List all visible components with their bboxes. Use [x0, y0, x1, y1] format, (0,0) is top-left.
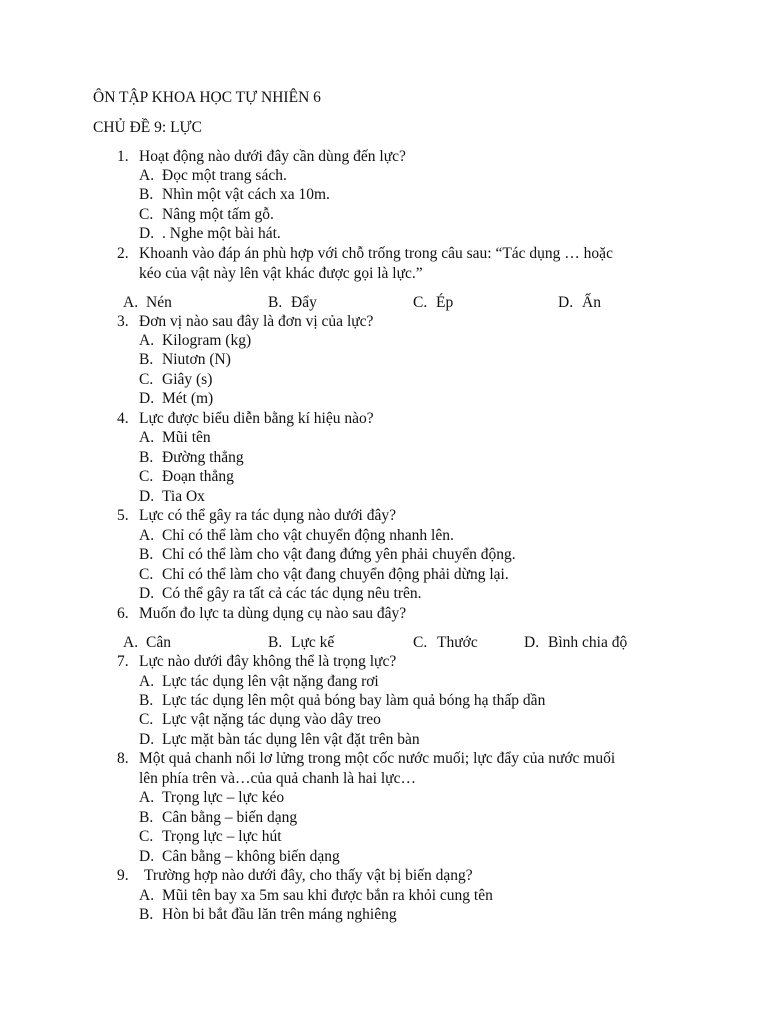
option-text: Thước: [437, 634, 478, 651]
option-label: D.: [139, 585, 155, 602]
question-text: Một quả chanh nổi lơ lửng trong một cốc nước muối; lực đẩy của nước muối: [139, 750, 616, 767]
question-text: Muốn đo lực ta dùng dụng cụ nào sau đây?: [139, 605, 407, 622]
option-text: Đường thẳng: [162, 449, 244, 466]
question-number: 7.: [117, 653, 129, 670]
option-label: A.: [139, 673, 155, 690]
option-text: Mũi tên bay xa 5m sau khi được bắn ra khỏi cung tên: [162, 887, 493, 904]
topic-heading: CHỦ ĐỀ 9: LỰC: [93, 119, 202, 136]
option-text: Lực vật nặng tác dụng vào dây treo: [162, 711, 381, 728]
option-text: Bình chia độ: [548, 634, 628, 651]
question-number: 3.: [117, 313, 129, 330]
option-text: . Nghe một bài hát.: [162, 225, 281, 242]
option-text: Chỉ có thể làm cho vật đang đứng yên phải chuyển động.: [162, 546, 516, 563]
option-label: C.: [139, 828, 154, 845]
option-text: Tia Ox: [162, 488, 205, 505]
option-label: D.: [524, 634, 540, 651]
option-label: C.: [139, 468, 154, 485]
option-label: D.: [558, 294, 574, 311]
option-text: Lực tác dụng lên vật nặng đang rơi: [162, 673, 379, 690]
question-text: Trường hợp nào dưới đây, cho thấy vật bị biến dạng?: [144, 867, 473, 884]
option-text: Có thể gây ra tất cả các tác dụng nêu trên.: [162, 585, 422, 602]
question-number: 5.: [117, 507, 129, 524]
option-text: Lực kế: [291, 634, 335, 651]
option-label: A.: [139, 789, 155, 806]
option-text: Ấn: [582, 294, 601, 311]
option-label: B.: [139, 449, 154, 466]
option-label: C.: [139, 566, 154, 583]
option-text: Đẩy: [291, 294, 317, 311]
question-text: Khoanh vào đáp án phù hợp với chỗ trống trong câu sau: “Tác dụng … hoặc: [139, 245, 613, 262]
option-label: A.: [139, 527, 155, 544]
option-label: C.: [139, 206, 154, 223]
option-text: Nhìn một vật cách xa 10m.: [162, 186, 330, 203]
question-number: 8.: [117, 750, 129, 767]
question-text: Đơn vị nào sau đây là đơn vị của lực?: [139, 313, 374, 330]
question-number: 9.: [117, 867, 129, 884]
option-text: Cân: [146, 634, 171, 651]
option-text: Cân bằng – không biến dạng: [162, 848, 340, 865]
option-label: D.: [139, 488, 155, 505]
question-number: 4.: [117, 410, 129, 427]
question-text-continued: lên phía trên và…của quả chanh là hai lực…: [139, 770, 416, 787]
document-title: ÔN TẬP KHOA HỌC TỰ NHIÊN 6: [93, 89, 321, 106]
option-label: C.: [413, 634, 428, 651]
option-text: Kilogram (kg): [162, 332, 252, 349]
option-text: Hòn bi bắt đầu lăn trên máng nghiêng: [162, 906, 397, 923]
option-text: Nén: [146, 294, 172, 311]
option-text: Trọng lực – lực kéo: [162, 789, 285, 806]
option-label: B.: [139, 186, 154, 203]
option-text: Mũi tên: [162, 429, 211, 446]
option-label: B.: [139, 692, 154, 709]
option-label: B.: [139, 906, 154, 923]
option-label: B.: [268, 634, 283, 651]
option-label: D.: [139, 731, 155, 748]
option-label: A.: [123, 634, 139, 651]
option-text: Giây (s): [162, 371, 213, 388]
option-label: A.: [139, 887, 155, 904]
option-label: C.: [413, 294, 428, 311]
option-text: Nâng một tấm gỗ.: [162, 206, 274, 223]
option-label: D.: [139, 848, 155, 865]
option-label: A.: [139, 332, 155, 349]
option-label: B.: [268, 294, 283, 311]
question-text: Lực nào dưới đây không thể là trọng lực?: [139, 653, 397, 670]
option-label: A.: [139, 429, 155, 446]
option-label: D.: [139, 225, 155, 242]
option-text: Chỉ có thể làm cho vật đang chuyển động phải dừng lại.: [162, 566, 509, 583]
option-text: Mét (m): [162, 390, 214, 407]
option-text: Lực tác dụng lên một quả bóng bay làm quả bóng hạ thấp dần: [162, 692, 546, 709]
question-text: Lực được biểu diễn bằng kí hiệu nào?: [139, 410, 374, 427]
question-number: 6.: [117, 605, 129, 622]
option-label: C.: [139, 371, 154, 388]
option-label: B.: [139, 351, 154, 368]
question-text: Lực có thể gây ra tác dụng nào dưới đây?: [139, 507, 396, 524]
option-text: Chỉ có thể làm cho vật chuyển động nhanh lên.: [162, 527, 454, 544]
option-label: B.: [139, 809, 154, 826]
option-label: B.: [139, 546, 154, 563]
option-label: A.: [139, 167, 155, 184]
option-text: Trọng lực – lực hút: [162, 828, 282, 845]
option-text: Đọc một trang sách.: [162, 167, 287, 184]
option-text: Niutơn (N): [162, 351, 231, 368]
question-text: Hoạt động nào dưới đây cần dùng đến lực?: [139, 148, 406, 165]
option-label: D.: [139, 390, 155, 407]
option-label: C.: [139, 711, 154, 728]
option-text: Ép: [436, 294, 454, 311]
option-text: Cân bằng – biến dạng: [162, 809, 298, 826]
option-text: Đoạn thẳng: [162, 468, 234, 485]
option-label: A.: [123, 294, 139, 311]
question-text-continued: kéo của vật này lên vật khác được gọi là lực.”: [139, 265, 423, 282]
question-number: 1.: [117, 148, 129, 165]
question-number: 2.: [117, 245, 129, 262]
option-text: Lực mặt bàn tác dụng lên vật đặt trên bàn: [162, 731, 420, 748]
